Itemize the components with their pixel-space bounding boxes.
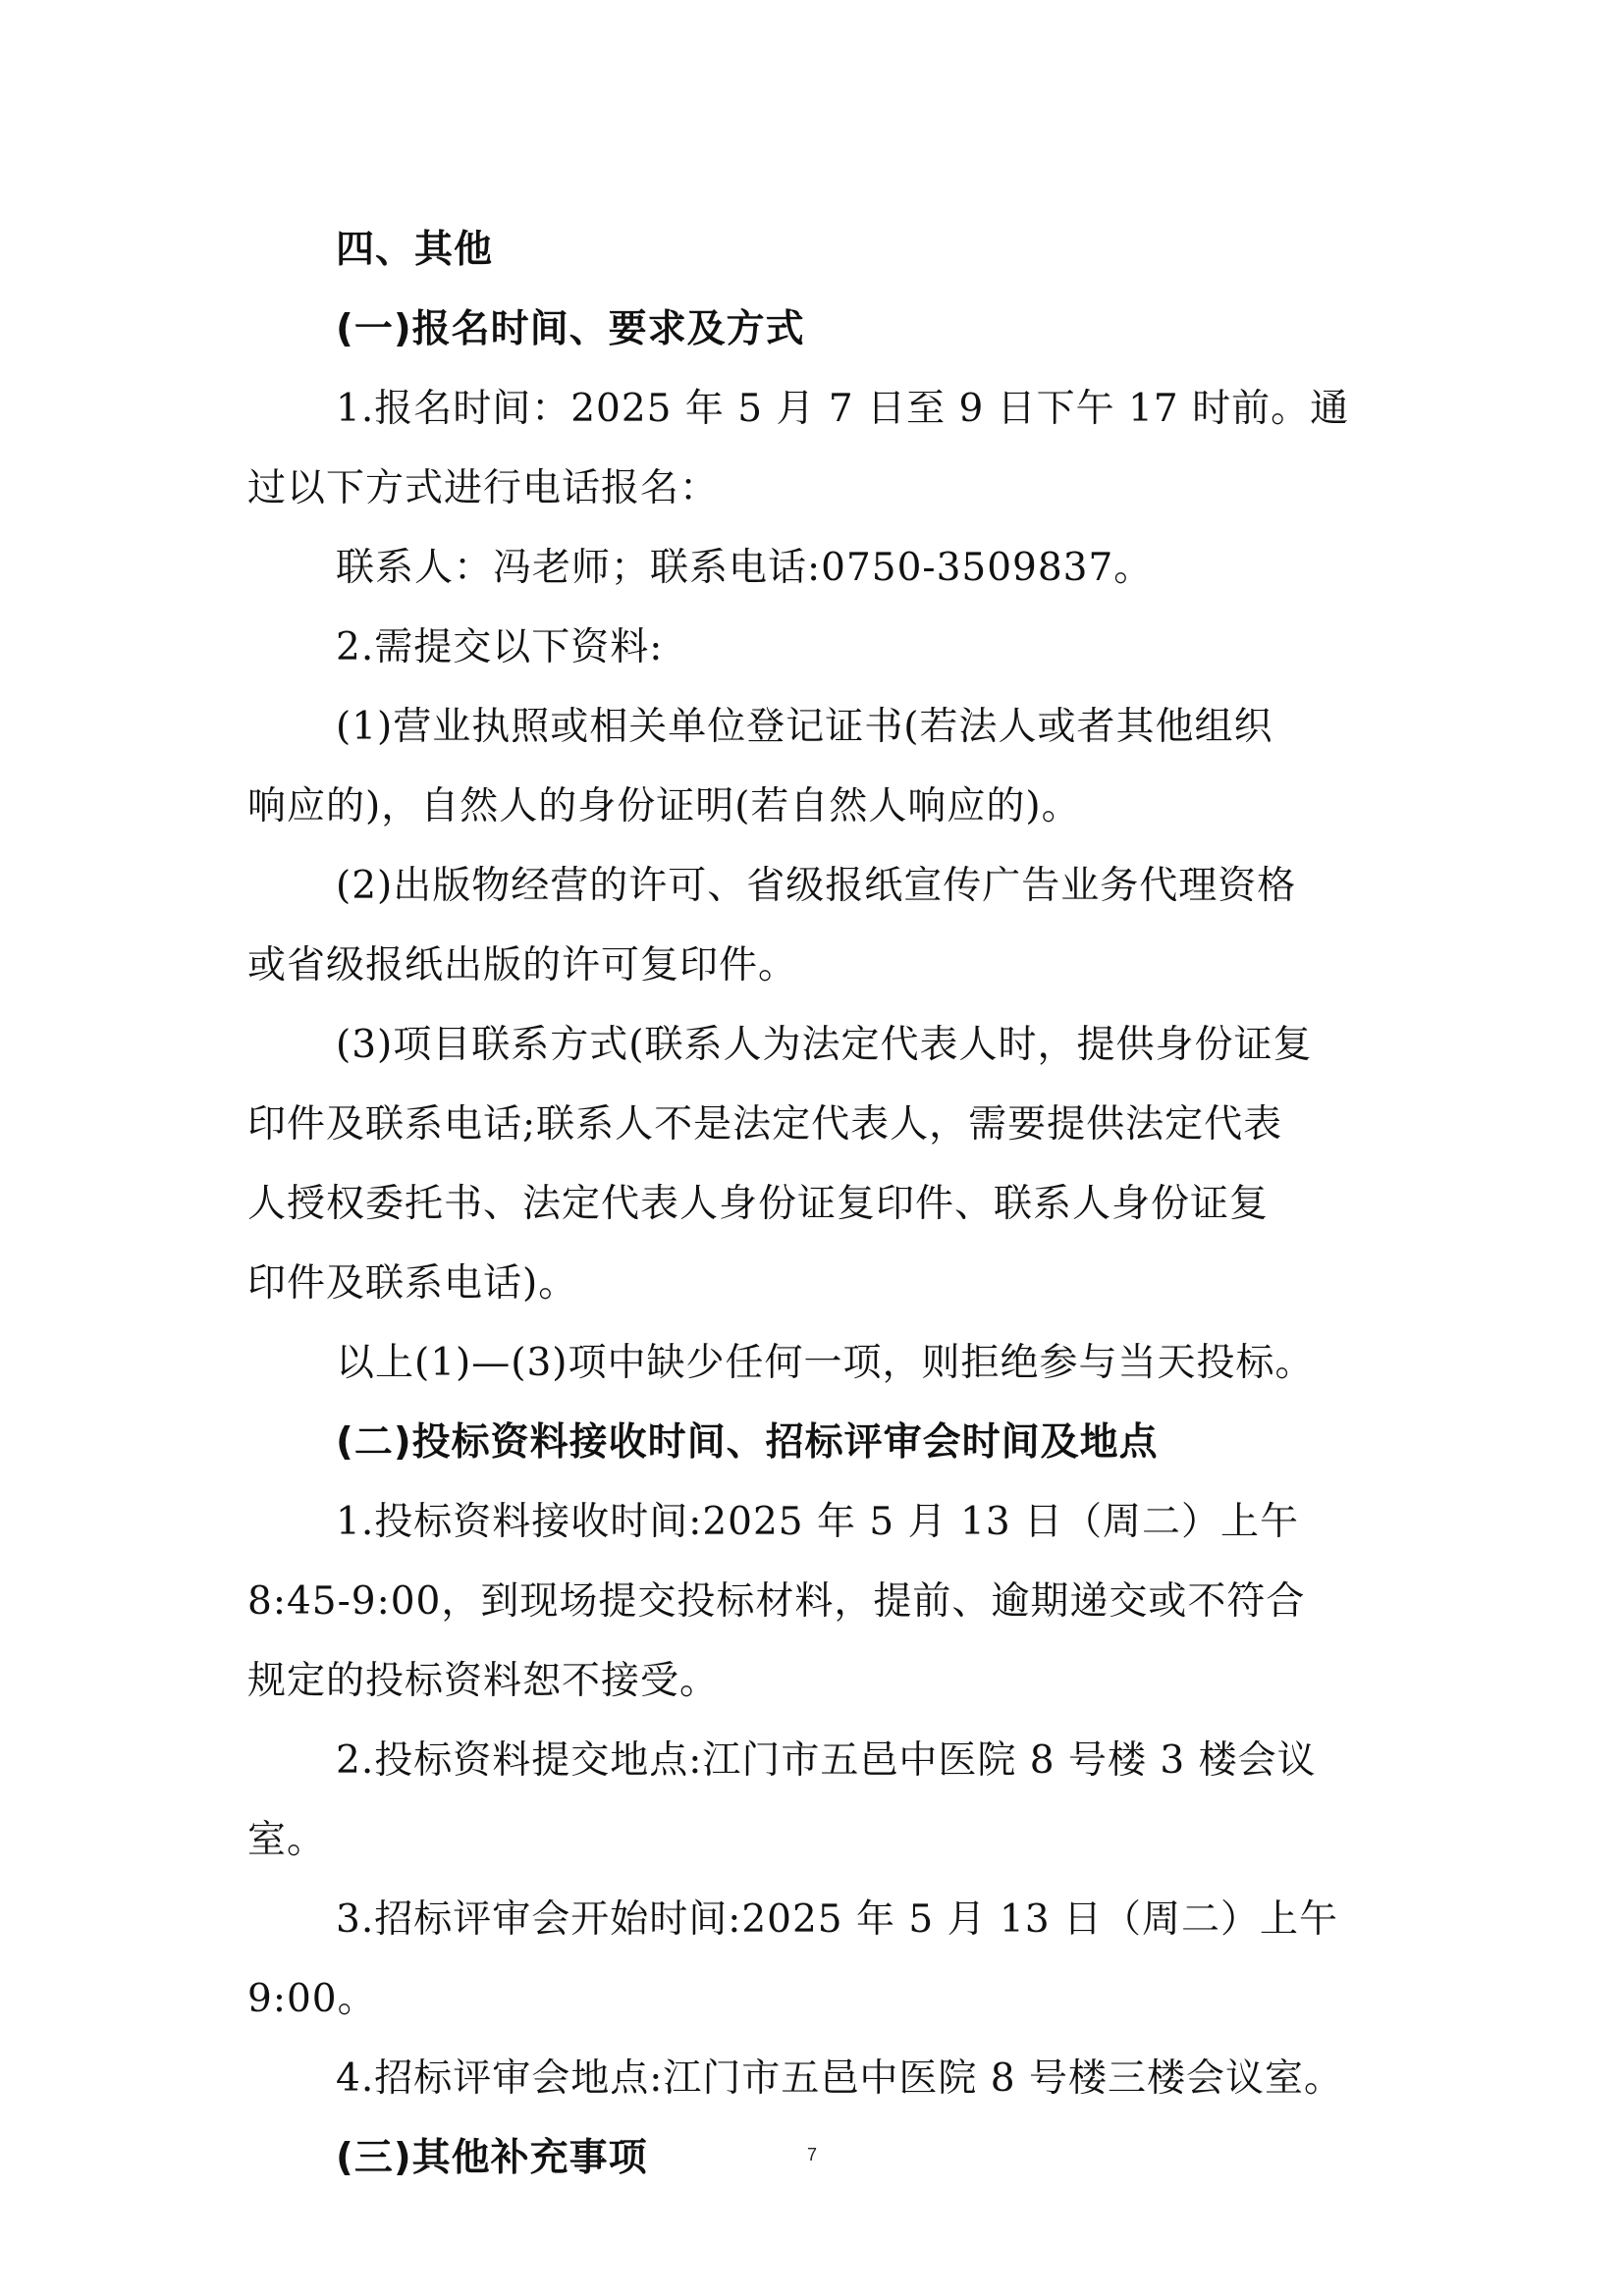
paragraph-line: 规定的投标资料恕不接受。	[247, 1659, 720, 1703]
paragraph-line: 8:45-9:00，到现场提交投标材料，提前、逾期递交或不符合	[247, 1579, 1306, 1624]
paragraph-line: 室。	[247, 1818, 327, 1862]
section-heading: (二)投标资料接收时间、招标评审会时间及地点	[336, 1420, 1159, 1465]
paragraph-line: 2.需提交以下资料:	[336, 625, 664, 669]
section-heading: 四、其他	[336, 228, 494, 272]
paragraph-line: 响应的)，自然人的身份证明(若自然人响应的)。	[247, 784, 1081, 828]
paragraph-line: (3)项目联系方式(联系人为法定代表人时，提供身份证复	[336, 1023, 1313, 1067]
paragraph-line: 人授权委托书、法定代表人身份证复印件、联系人身份证复	[247, 1182, 1270, 1226]
paragraph-line: 1.投标资料接收时间:2025 年 5 月 13 日（周二）上午	[336, 1500, 1300, 1544]
paragraph-line: 联系人：冯老师；联系电话:0750-3509837。	[336, 546, 1154, 590]
paragraph-line: 印件及联系电话)。	[247, 1261, 578, 1306]
paragraph-line: (2)出版物经营的许可、省级报纸宣传广告业务代理资格	[336, 864, 1297, 908]
paragraph-line: 9:00。	[247, 1977, 377, 2021]
section-heading: (一)报名时间、要求及方式	[336, 307, 805, 351]
paragraph-line: 3.招标评审会开始时间:2025 年 5 月 13 日（周二）上午	[336, 1897, 1339, 1942]
section-heading: (三)其他补充事项	[336, 2136, 648, 2180]
paragraph-line: (1)营业执照或相关单位登记证书(若法人或者其他组织	[336, 705, 1273, 749]
document-body	[247, 210, 1386, 2198]
paragraph-line: 1.报名时间：2025 年 5 月 7 日至 9 日下午 17 时前。通	[336, 387, 1350, 431]
paragraph-line: 2.投标资料提交地点:江门市五邑中医院 8 号楼 3 楼会议	[336, 1738, 1317, 1783]
paragraph-line: 印件及联系电话;联系人不是法定代表人，需要提供法定代表	[247, 1102, 1283, 1147]
paragraph-line: 以上(1)—(3)项中缺少任何一项，则拒绝参与当天投标。	[336, 1341, 1315, 1385]
paragraph-line: 4.招标评审会地点:江门市五邑中医院 8 号楼三楼会议室。	[336, 2056, 1343, 2101]
paragraph-line: 或省级报纸出版的许可复印件。	[247, 943, 798, 988]
paragraph-line: 过以下方式进行电话报名：	[247, 466, 720, 510]
page-number: 7	[806, 2145, 817, 2164]
